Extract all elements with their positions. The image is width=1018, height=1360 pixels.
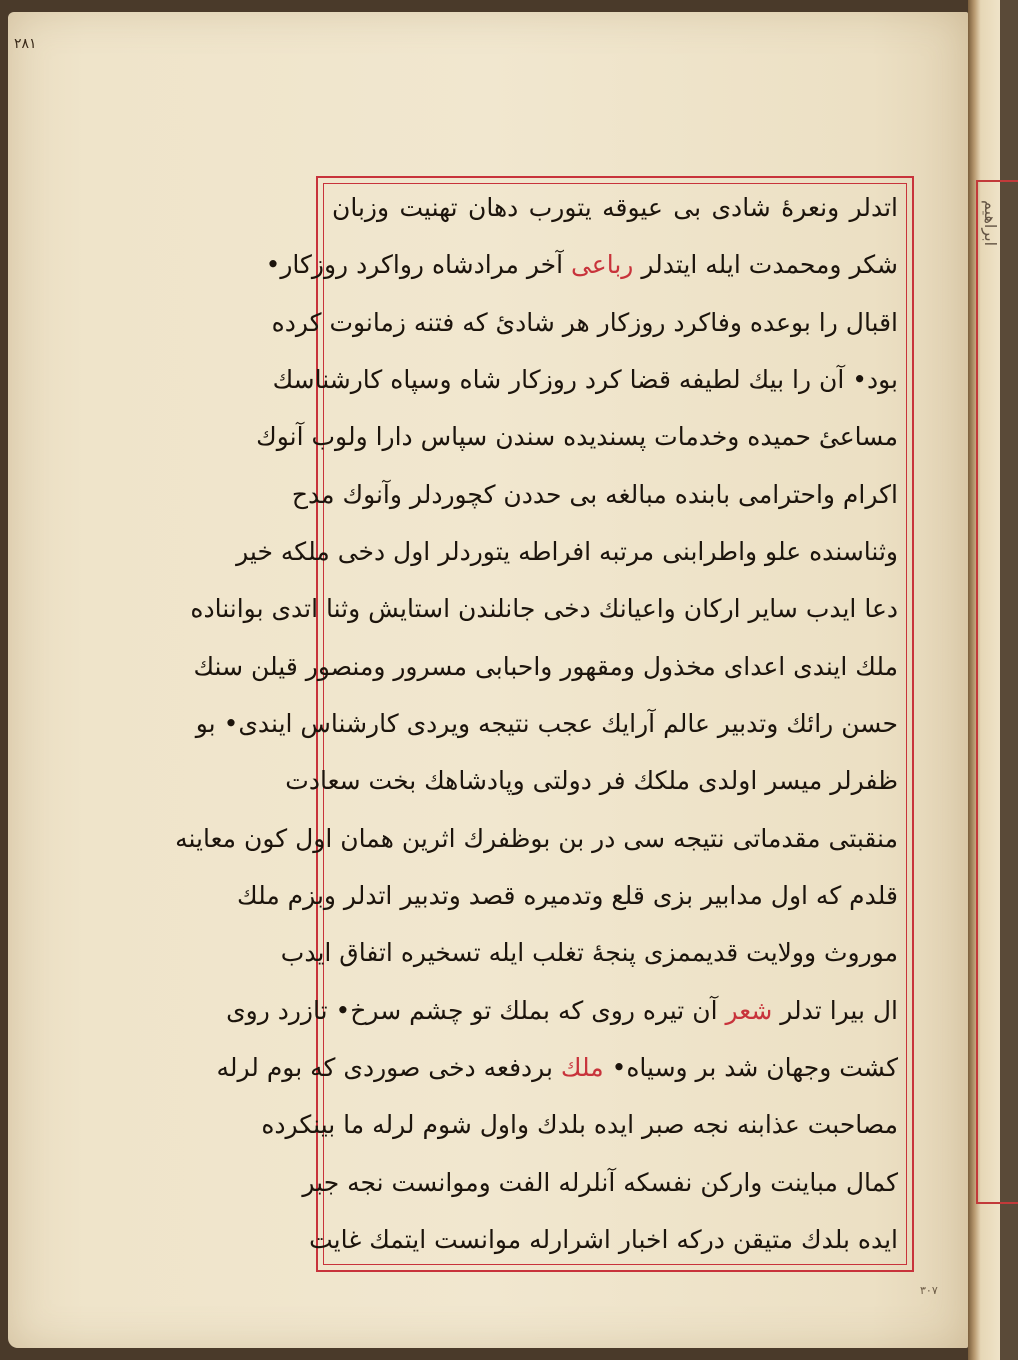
text-line: قلدم که اول مدابیر بزی قلع وتدمیره قصد وتدبیر اتدلر وبزم ملك xyxy=(237,880,898,910)
text-block xyxy=(175,188,898,1260)
text-line: ملك ایندی اعدای مخذول ومقهور واحبابی مسرور ومنصور قیلن سنك xyxy=(193,651,898,681)
rubric-sher: شعر xyxy=(725,995,773,1025)
text-line: ظفرلر میسر اولدی ملکك فر دولتی وپادشاهك بخت سعادت xyxy=(285,766,898,796)
text-line: کشت وجهان شد بر وسیاه• ملك بردفعه دخی صوردی که بوم لرله xyxy=(216,1052,898,1082)
text-line: منقبتی مقدماتی نتیجه سی در بن بوظفرك اثرین همان اول کون معاینه xyxy=(175,823,898,853)
text-line: مساعیٔ حمیده وخدمات پسندیده سندن سپاس دارا ولوب آنوك xyxy=(256,422,898,452)
text-line: شکر ومحمدت ایله ایتدلر رباعی آخر مرادشاه رواکرد روزکار• xyxy=(265,250,898,280)
text-frame-outer xyxy=(175,176,914,1272)
text-line: اکرام واحترامی بابنده مبالغه بی حددن کچوردلر وآنوك مدح xyxy=(291,479,898,509)
text-line: بود• آن را بیك لطیفه قضا کرد روزکار شاه وسپاه کارشناسك xyxy=(272,364,898,394)
next-page-red-frame xyxy=(976,180,1018,1204)
text-line: دعا ایدب سایر ارکان واعیانك دخی جانلندن استایش وثنا اتدی بوانناده xyxy=(190,594,898,624)
bottom-mark: ٣٠٧ xyxy=(920,1284,938,1297)
text-line: مصاحبت عذابنه نجه صبر ایده بلدك واول شوم لرله ما بینکرده xyxy=(261,1110,898,1140)
text-line: اتدلر ونعرهٔ شادی بی عیوقه یتورب دهان تهنیت وزبان xyxy=(332,193,898,222)
text-line: حسن رائك وتدبیر عالم آرایك عجب نتیجه ویردی کارشناس ایندی• بو xyxy=(195,708,898,738)
rubric-rubai: رباعی xyxy=(570,250,634,280)
text-line: ایده بلدك متیقن درکه اخبار اشرارله موانست ایتمك غایت xyxy=(309,1224,898,1254)
rubric-melik: ملك xyxy=(560,1052,604,1082)
text-line: ال بیرا تدلر شعر آن تیره روی که بملك تو چشم سرخ• تازرد روی xyxy=(226,995,898,1025)
text-line: موروث وولایت قدیممزی پنجهٔ تغلب ایله تسخیره اتفاق ایدب xyxy=(280,938,898,968)
text-line: وثناسنده علو واطرابنی مرتبه افراطه یتوردلر اول دخی ملکه خیر xyxy=(236,536,898,566)
text-line: اقبال را بوعده وفاکرد روزکار هر شادیٔ که فتنه زمانوت کرده xyxy=(271,307,898,337)
next-page-text-fragment: ابراهيم xyxy=(981,200,1000,247)
text-line: کمال مباینت وارکن نفسکه آنلرله الفت وموانست نجه جبر xyxy=(302,1167,898,1197)
folio-number: ٢٨١ xyxy=(14,36,37,52)
